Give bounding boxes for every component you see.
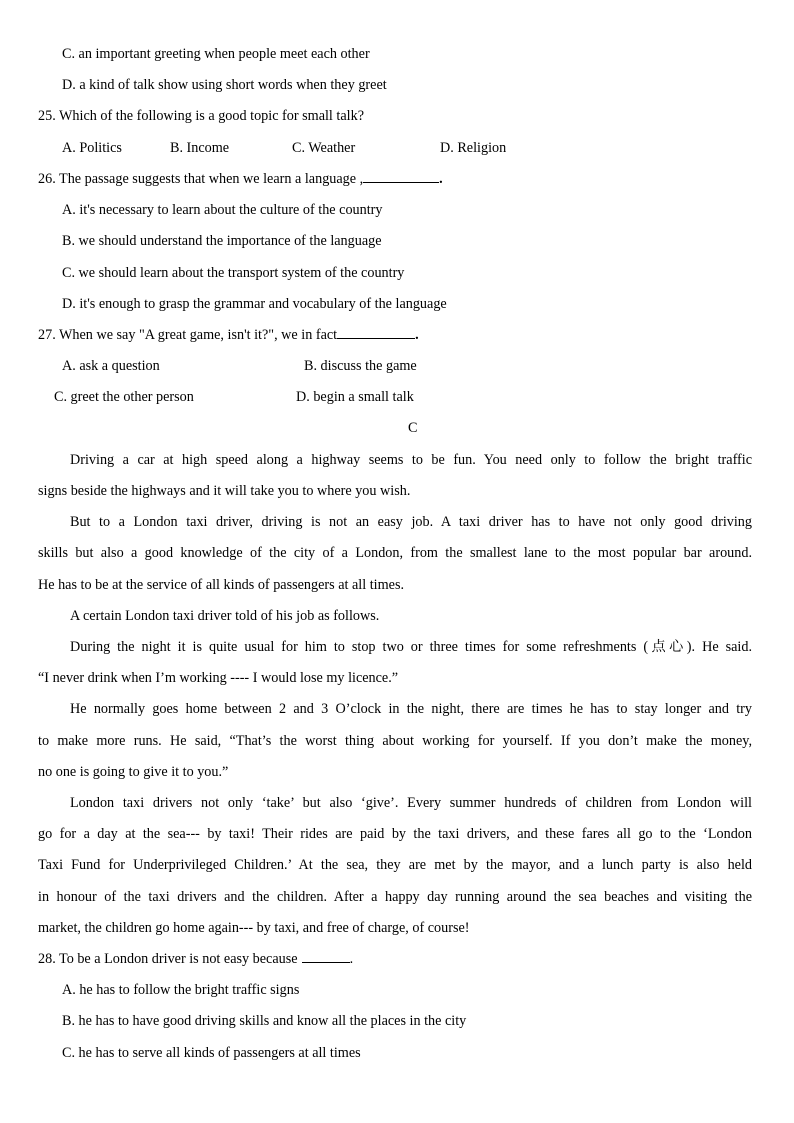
answer-blank [363, 169, 439, 183]
passage-line: go for a day at the sea--- by taxi! Their rides are paid by the taxi drivers, and these fares all go to the ‘London [38, 826, 752, 842]
answer-blank [302, 949, 350, 963]
q28-option-b: B. he has to have good driving skills and know all the places in the city [62, 1013, 467, 1029]
q24-option-d: D. a kind of talk show using short words when they greet [62, 77, 387, 93]
q27-stem-line [38, 325, 419, 345]
q26-option-c: C. we should learn about the transport system of the country [62, 265, 405, 281]
passage-line: He normally goes home between 2 and 3 O’clock in the night, there are times he has to stay longer and try [70, 701, 752, 717]
q25-option-d: D. Religion [440, 140, 507, 156]
passage-line: signs beside the highways and it will take you to where you wish. [38, 483, 411, 499]
q26-option-d: D. it's enough to grasp the grammar and vocabulary of the language [62, 296, 447, 312]
q27-stem: 27. When we say "A great game, isn't it?", we in fact [38, 327, 338, 343]
q25-option-c: C. Weather [292, 140, 356, 156]
passage-line: London taxi drivers not only ‘take’ but also ‘give’. Every summer hundreds of children from London will [70, 795, 752, 811]
q25-option-b: B. Income [170, 140, 230, 156]
q27-option-b: B. discuss the game [304, 358, 417, 374]
q27-option-d: D. begin a small talk [296, 389, 414, 405]
q26-stem: 26. The passage suggests that when we learn a language , [38, 171, 364, 187]
passage-line: skills but also a good knowledge of the city of a London, from the smallest lane to the most popular bar around. [38, 545, 752, 561]
passage-line: in honour of the taxi drivers and the children. After a happy day running around the sea beaches and visiting the [38, 889, 752, 905]
q28-stem-line [38, 949, 353, 969]
passage-line: During the night it is quite usual for him to stop two or three times for some refreshments (点心). He said. [70, 639, 752, 655]
q27-stem-end: . [415, 327, 419, 343]
q28-stem-end: . [349, 951, 354, 967]
q25-stem: 25. Which of the following is a good topic for small talk? [38, 108, 364, 124]
passage-line: Taxi Fund for Underprivileged Children.’ At the sea, they are met by the mayor, and a lunch party is also held [38, 857, 752, 873]
q26-stem-end: . [439, 171, 443, 187]
q26-option-b: B. we should understand the importance of the language [62, 233, 382, 249]
q28-stem: 28. To be a London driver is not easy because [38, 951, 298, 967]
passage-line: to make more runs. He said, “That’s the worst thing about working for yourself. If you don’t make the money, [38, 733, 752, 749]
passage-line: “I never drink when I’m working ---- I would lose my licence.” [38, 670, 399, 686]
q24-option-c: C. an important greeting when people meet each other [62, 46, 370, 62]
passage-line: Driving a car at high speed along a highway seems to be fun. You need only to follow the bright traffic [70, 452, 752, 468]
q26-option-a: A. it's necessary to learn about the culture of the country [62, 202, 383, 218]
q25-option-a: A. Politics [62, 140, 122, 156]
q28-option-c: C. he has to serve all kinds of passengers at all times [62, 1045, 361, 1061]
passage-line: A certain London taxi driver told of his job as follows. [70, 608, 380, 624]
q27-option-a: A. ask a question [62, 358, 160, 374]
passage-line: He has to be at the service of all kinds of passengers at all times. [38, 577, 405, 593]
passage-line: But to a London taxi driver, driving is not an easy job. A taxi driver has to have not only good driving [70, 514, 752, 530]
passage-line: no one is going to give it to you.” [38, 764, 229, 780]
answer-blank [337, 325, 415, 339]
section-heading: C [408, 420, 418, 436]
q26-stem-line [38, 169, 443, 189]
q27-option-c: C. greet the other person [54, 389, 194, 405]
passage-line: market, the children go home again--- by taxi, and free of charge, of course! [38, 920, 470, 936]
q28-option-a: A. he has to follow the bright traffic signs [62, 982, 300, 998]
